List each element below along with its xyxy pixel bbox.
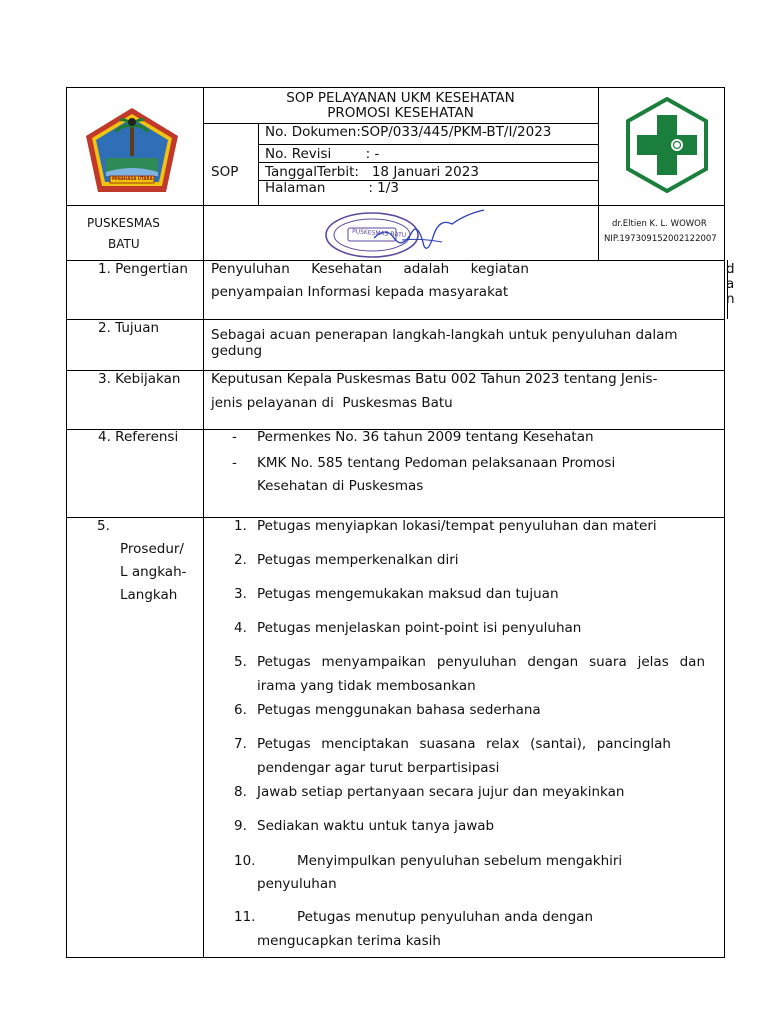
pengertian-overflow-char: a xyxy=(726,276,735,292)
step-text: Petugas menyiapkan lokasi/tempat penyuluhan dan materi xyxy=(257,518,657,534)
step-number: 4. xyxy=(234,620,247,636)
step-text: Petugas mengemukakan maksud dan tujuan xyxy=(257,586,559,602)
step-number: 5. xyxy=(234,654,247,670)
prosedur-number: 5. xyxy=(97,518,110,534)
step-number: 8. xyxy=(234,784,247,800)
pengertian-word: Penyuluhan xyxy=(211,261,290,277)
step-text: Jawab setiap pertanyaan secara jujur dan meyakinkan xyxy=(257,784,625,800)
pengertian-line2: penyampaian Informasi kepada masyarakat xyxy=(211,284,509,300)
pengertian-overflow-char: n xyxy=(726,291,735,307)
step-number: 9. xyxy=(234,818,247,834)
referensi-item-cont: Kesehatan di Puskesmas xyxy=(257,478,424,494)
step-text-cont: mengucapkan terima kasih xyxy=(257,933,441,949)
sop-label: SOP xyxy=(211,164,239,180)
pengertian-line1 xyxy=(211,261,529,277)
prosedur-label-line3: Langkah xyxy=(120,587,178,603)
minahasa-utara-logo xyxy=(84,106,180,194)
referensi-label: 4. Referensi xyxy=(98,429,179,445)
step-number: 10. xyxy=(234,853,256,869)
step-text: Sediakan waktu untuk tanya jawab xyxy=(257,818,495,834)
no-revisi: No. Revisi : - xyxy=(265,146,380,162)
prosedur-label-line2: L angkah- xyxy=(120,564,187,580)
referensi-item: Permenkes No. 36 tahun 2009 tentang Kesehatan xyxy=(257,429,594,445)
step-number: 1. xyxy=(234,518,247,534)
bullet-dash: - xyxy=(232,455,237,471)
step-number: 7. xyxy=(234,736,247,752)
pengertian-word: adalah xyxy=(403,261,450,277)
sop-title-line1: SOP PELAYANAN UKM KESEHATAN xyxy=(286,90,515,106)
bullet-dash: - xyxy=(232,429,237,445)
region-logo-banner: MINAHASA UTARA xyxy=(112,176,153,181)
step-text-cont: penyuluhan xyxy=(257,876,337,892)
step-number: 6. xyxy=(234,702,247,718)
signer-name: dr.Eltien K. L. WOWOR xyxy=(612,219,707,229)
sop-title-line2: PROMOSI KESEHATAN xyxy=(327,105,474,121)
step-text: Petugas memperkenalkan diri xyxy=(257,552,459,568)
tujuan-line1: Sebagai acuan penerapan langkah-langkah untuk penyuluhan dalam xyxy=(211,327,678,343)
step-number: 3. xyxy=(234,586,247,602)
halaman: Halaman : 1/3 xyxy=(265,180,399,196)
referensi-item: KMK No. 585 tentang Pedoman pelaksanaan Promosi xyxy=(257,455,616,471)
prosedur-label-line1: Prosedur/ xyxy=(120,541,184,557)
step-text: Petugas menutup penyuluhan anda dengan xyxy=(297,909,594,925)
pengertian-word: kegiatan xyxy=(470,261,529,277)
signature-scribble xyxy=(372,208,488,258)
step-text: Petugas menjelaskan point-point isi penyuluhan xyxy=(257,620,582,636)
step-number: 11. xyxy=(234,909,256,925)
kebijakan-line1: Keputusan Kepala Puskesmas Batu 002 Tahun 2023 tentang Jenis- xyxy=(211,371,658,387)
step-text: Petugas menggunakan bahasa sederhana xyxy=(257,702,541,718)
org-name-line2: BATU xyxy=(108,237,140,251)
step-text: Petugas menyampaikan penyuluhan dengan suara jelas dan irama yang tidak membosankan xyxy=(257,654,705,694)
tujuan-line2: gedung xyxy=(211,343,263,359)
stamp-text: PUSKESMAS BATU xyxy=(351,228,407,239)
pengertian-label: 1. Pengertian xyxy=(98,261,188,277)
kebijakan-line2: jenis pelayanan di Puskesmas Batu xyxy=(211,395,453,411)
pengertian-word: Kesehatan xyxy=(311,261,382,277)
kebijakan-label: 3. Kebijakan xyxy=(98,371,181,387)
signer-nip: NIP.197309152002122007 xyxy=(604,234,717,244)
pengertian-overflow-char: d xyxy=(726,261,735,277)
step-number: 2. xyxy=(234,552,247,568)
org-name-line1: PUSKESMAS xyxy=(87,216,160,230)
no-dokumen: No. Dokumen:SOP/033/445/PKM-BT/I/2023 xyxy=(265,124,552,140)
step-text: Menyimpulkan penyuluhan sebelum mengakhiri xyxy=(297,853,623,869)
step-text: Petugas menciptakan suasana relax (santai), pancinglah pendengar agar turut berpartisipasi xyxy=(257,736,671,776)
puskesmas-logo xyxy=(625,97,709,193)
tujuan-label: 2. Tujuan xyxy=(98,320,160,336)
tanggal-terbit: TanggalTerbit: 18 Januari 2023 xyxy=(265,164,479,180)
